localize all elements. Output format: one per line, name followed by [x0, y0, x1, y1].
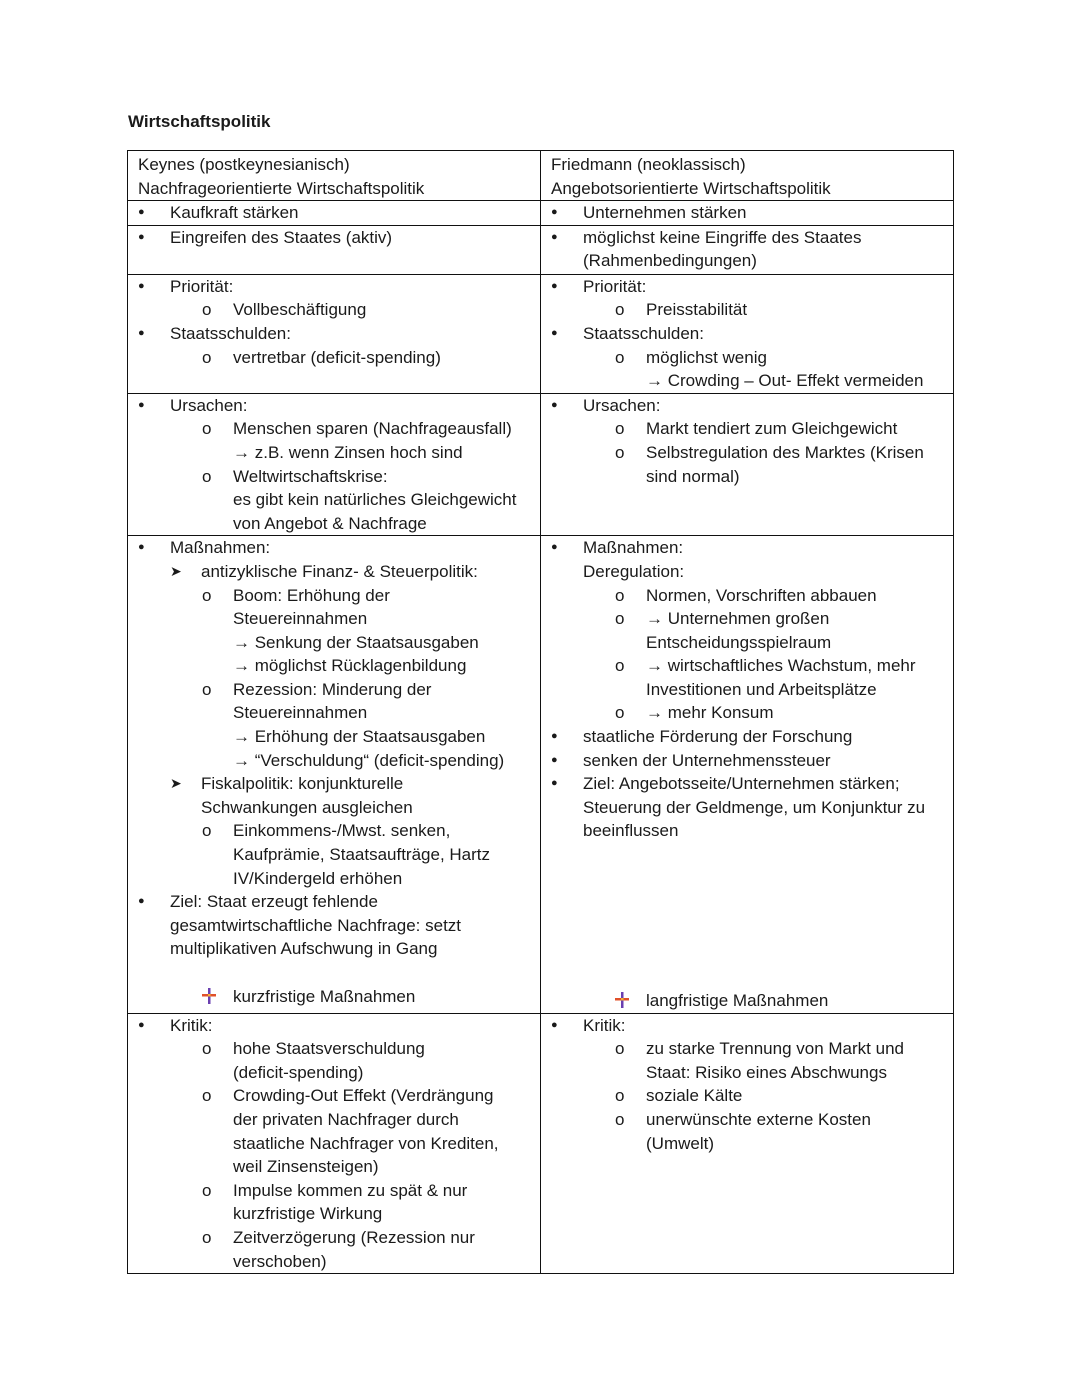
comparison-table — [127, 150, 954, 1274]
friedmann-foot-text: langfristige Maßnahmen — [646, 991, 829, 1011]
keynes-header-cell — [128, 151, 541, 201]
friedmann-ursachen-label: ● Ursachen: — [541, 394, 953, 418]
keynes-boom-b: Steuereinnahmen — [233, 609, 368, 629]
friedmann-unternehmen: ● Unternehmen stärken — [541, 201, 953, 225]
cross-marker-icon — [202, 988, 216, 1004]
keynes-boom-d: → möglichst Rücklagenbildung — [233, 656, 467, 676]
friedmann-schulden-label: ● Staatsschulden: — [541, 322, 953, 346]
friedmann-d3b: Investitionen und Arbeitsplätze — [646, 679, 877, 699]
friedmann-keine-eingriffe: ● möglichst keine Eingriffe des Staates — [541, 226, 953, 250]
friedmann-d2: o → Unternehmen großen — [541, 607, 953, 631]
keynes-rezession: o Rezession: Minderung der — [128, 678, 540, 702]
keynes-k2c: staatliche Nachfrager von Krediten, — [233, 1133, 499, 1153]
friedmann-b3: ● Ziel: Angebotsseite/Unternehmen stärken; — [541, 772, 953, 796]
keynes-boom: o Boom: Erhöhung der — [128, 584, 540, 608]
friedmann-b3b: Steuerung der Geldmenge, um Konjunktur zu — [583, 797, 926, 817]
friedmann-b1: ● staatliche Förderung der Forschung — [541, 725, 953, 749]
keynes-k2d: weil Zinsensteigen) — [233, 1157, 379, 1177]
row-kritik — [128, 1013, 954, 1274]
friedmann-k3b: (Umwelt) — [646, 1133, 714, 1153]
keynes-prio-item: o Vollbeschäftigung — [128, 298, 540, 322]
friedmann-d1: o Normen, Vorschriften abbauen — [541, 584, 953, 608]
keynes-ursache-1b: → z.B. wenn Zinsen hoch sind — [233, 442, 463, 462]
friedmann-k2: o soziale Kälte — [541, 1084, 953, 1108]
friedmann-prio-item: o Preisstabilität — [541, 298, 953, 322]
keynes-fiskal-b: Schwankungen ausgleichen — [201, 797, 413, 817]
keynes-k4b: verschoben) — [233, 1251, 327, 1271]
cross-marker-icon — [615, 992, 629, 1008]
friedmann-ursache-2: o Selbstregulation des Marktes (Krisen — [541, 441, 953, 465]
friedmann-d2b: Entscheidungsspielraum — [646, 632, 832, 652]
friedmann-mass-label: ● Maßnahmen: — [541, 536, 953, 560]
friedmann-foot — [541, 989, 953, 1013]
keynes-k3b: kurzfristige Wirkung — [233, 1204, 383, 1224]
friedmann-b3c: beeinflussen — [583, 821, 679, 841]
friedmann-subtitle: Angebotsorientierte Wirtschaftspolitik — [551, 178, 831, 198]
friedmann-d4: o → mehr Konsum — [541, 701, 953, 725]
friedmann-title: Friedmann (neoklassisch) — [551, 155, 746, 174]
friedmann-ursache-1: o Markt tendiert zum Gleichgewicht — [541, 417, 953, 441]
friedmann-k3: o unerwünschte externe Kosten — [541, 1108, 953, 1132]
row-staerken — [128, 201, 954, 226]
keynes-ziel: ● Ziel: Staat erzeugt fehlende — [128, 890, 540, 914]
friedmann-prio-label: ● Priorität: — [541, 275, 953, 299]
friedmann-schulden-item2: → Crowding – Out- Effekt vermeiden — [646, 371, 924, 391]
keynes-title: Keynes (postkeynesianisch) — [138, 155, 350, 174]
friedmann-kritik-label: ● Kritik: — [541, 1014, 953, 1038]
keynes-mass-label: ● Maßnahmen: — [128, 536, 540, 560]
page-title: Wirtschaftspolitik — [128, 112, 271, 131]
keynes-rezession-b: Steuereinnahmen — [233, 703, 368, 723]
friedmann-d3: o → wirtschaftliches Wachstum, mehr — [541, 654, 953, 678]
keynes-k2: o Crowding-Out Effekt (Verdrängung — [128, 1084, 540, 1108]
keynes-k1b: (deficit-spending) — [233, 1062, 364, 1082]
keynes-fiskal-item-b: Kaufprämie, Staatsaufträge, Hartz — [233, 845, 491, 865]
keynes-k1: o hohe Staatsverschuldung — [128, 1037, 540, 1061]
keynes-ziel-b: gesamtwirtschaftliche Nachfrage: setzt — [170, 915, 462, 935]
keynes-k2b: der privaten Nachfrager durch — [233, 1110, 459, 1129]
keynes-fiskal-item-c: IV/Kindergeld erhöhen — [233, 868, 403, 888]
keynes-ursache-2: o Weltwirtschaftskrise: — [128, 465, 540, 489]
keynes-eingreifen: ● Eingreifen des Staates (aktiv) — [128, 226, 540, 250]
keynes-schulden-item: o vertretbar (deficit-spending) — [128, 346, 540, 370]
keynes-schulden-label: ● Staatsschulden: — [128, 322, 540, 346]
keynes-foot — [128, 985, 540, 1009]
keynes-rezession-d: → “Verschuldung“ (deficit-spending) — [233, 750, 505, 770]
keynes-kritik-label: ● Kritik: — [128, 1014, 540, 1038]
keynes-subtitle: Nachfrageorientierte Wirtschaftspolitik — [138, 178, 425, 198]
friedmann-k1: o zu starke Trennung von Markt und — [541, 1037, 953, 1061]
friedmann-ursache-2b: sind normal) — [646, 466, 740, 486]
friedmann-header-cell — [541, 151, 954, 201]
keynes-foot-text: kurzfristige Maßnahmen — [233, 987, 416, 1006]
keynes-ziel-c: multiplikativen Aufschwung in Gang — [170, 939, 438, 959]
row-prioritaet — [128, 274, 954, 393]
friedmann-dereg: Deregulation: — [583, 561, 685, 581]
row-massnahmen — [128, 536, 954, 1013]
keynes-antizyklisch: ➤ antizyklische Finanz- & Steuerpolitik: — [128, 560, 540, 584]
keynes-boom-c: → Senkung der Staatsausgaben — [233, 632, 479, 652]
friedmann-k1b: Staat: Risiko eines Abschwungs — [646, 1062, 887, 1082]
keynes-prio-label: ● Priorität: — [128, 275, 540, 299]
keynes-k4: o Zeitverzögerung (Rezession nur — [128, 1226, 540, 1250]
keynes-kaufkraft: ● Kaufkraft stärken — [128, 201, 540, 225]
keynes-fiskal: ➤ Fiskalpolitik: konjunkturelle — [128, 772, 540, 796]
keynes-rezession-c: → Erhöhung der Staatsausgaben — [233, 727, 486, 747]
keynes-k3: o Impulse kommen zu spät & nur — [128, 1179, 540, 1203]
keynes-ursache-2c: von Angebot & Nachfrage — [233, 513, 427, 533]
friedmann-schulden-item: o möglichst wenig — [541, 346, 953, 370]
row-ursachen — [128, 393, 954, 536]
row-staat — [128, 225, 954, 274]
header-row — [128, 151, 954, 201]
keynes-ursache-2b: es gibt kein natürliches Gleichgewicht — [233, 490, 517, 510]
friedmann-b2: ● senken der Unternehmenssteuer — [541, 749, 953, 773]
keynes-fiskal-item: o Einkommens-/Mwst. senken, — [128, 819, 540, 843]
friedmann-rahmen: (Rahmenbedingungen) — [583, 251, 757, 271]
keynes-ursache-1: o Menschen sparen (Nachfrageausfall) — [128, 417, 540, 441]
keynes-ursachen-label: ● Ursachen: — [128, 394, 540, 418]
